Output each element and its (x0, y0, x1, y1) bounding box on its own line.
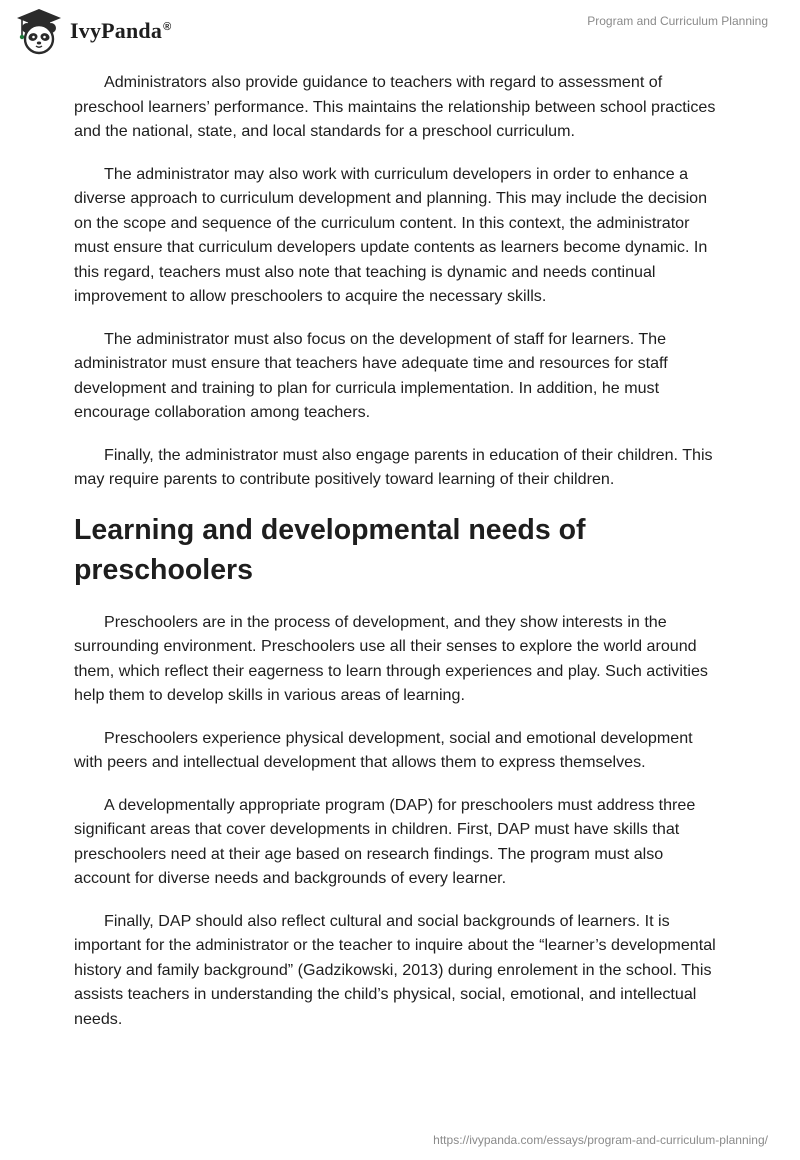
section-heading: Learning and developmental needs of preschoolers (74, 513, 586, 586)
paragraph-physical-social-development: Preschoolers experience physical development, social and emotional development with peers and intellectual development that allows them to express themselves. (74, 728, 693, 771)
document-title: Program and Curriculum Planning (587, 14, 768, 28)
page-header (0, 0, 800, 64)
panda-graduate-icon (14, 6, 64, 56)
paragraph-curriculum-developers: The administrator may also work with curriculum developers in order to enhance a diverse approach to curriculum development and planning. This may include the decision on the scope and sequence of the curriculum content. In this context, the administrator must ensure that curriculum developers update contents as learners become dynamic. In this regard, teachers must also note that teaching is dynamic and needs continual improvement to allow preschoolers to acquire the necessary skills. (74, 164, 708, 305)
paragraph-dap-backgrounds: Finally, DAP should also reflect cultural and social backgrounds of learners. It is important for the administrator or the teacher to inquire about the “learner’s developmental history and family background” (Gadzikowski, 2013) during enrolement in the school. This assists teachers in understanding the child’s physical, social, emotional, and intellectual needs. (74, 911, 716, 1028)
source-url-link[interactable]: https://ivypanda.com/essays/program-and-curriculum-planning/ (433, 1133, 768, 1147)
ivypanda-logo[interactable] (14, 6, 171, 56)
paragraph-dap-areas: A developmentally appropriate program (DAP) for preschoolers must address three significant areas that cover developments in children. First, DAP must have skills that preschoolers need at their age based on research findings. The program must also account for diverse needs and backgrounds of every learner. (74, 795, 696, 887)
paragraph-staff-development: The administrator must also focus on the development of staff for learners. The administrator must ensure that teachers have adequate time and resources for staff development and training to plan for curricula implementation. In addition, he must encourage collaboration among teachers. (74, 329, 668, 421)
paragraph-preschooler-development: Preschoolers are in the process of development, and they show interests in the surrounding environment. Preschoolers use all their senses to explore the world around them, which reflect their eagerness to learn through experiences and play. Such activities help them to develop skills in various areas of learning. (74, 612, 708, 704)
essay-body (74, 70, 724, 1049)
brand-name: IvyPanda® (70, 18, 172, 43)
paragraph-parent-engagement: Finally, the administrator must also engage parents in education of their children. This may require parents to contribute positively toward learning of their children. (74, 445, 713, 488)
paragraph-assessment-guidance: Administrators also provide guidance to teachers with regard to assessment of preschool learners’ performance. This maintains the relationship between school practices and the national, state, and local standards for a preschool curriculum. (74, 73, 716, 140)
